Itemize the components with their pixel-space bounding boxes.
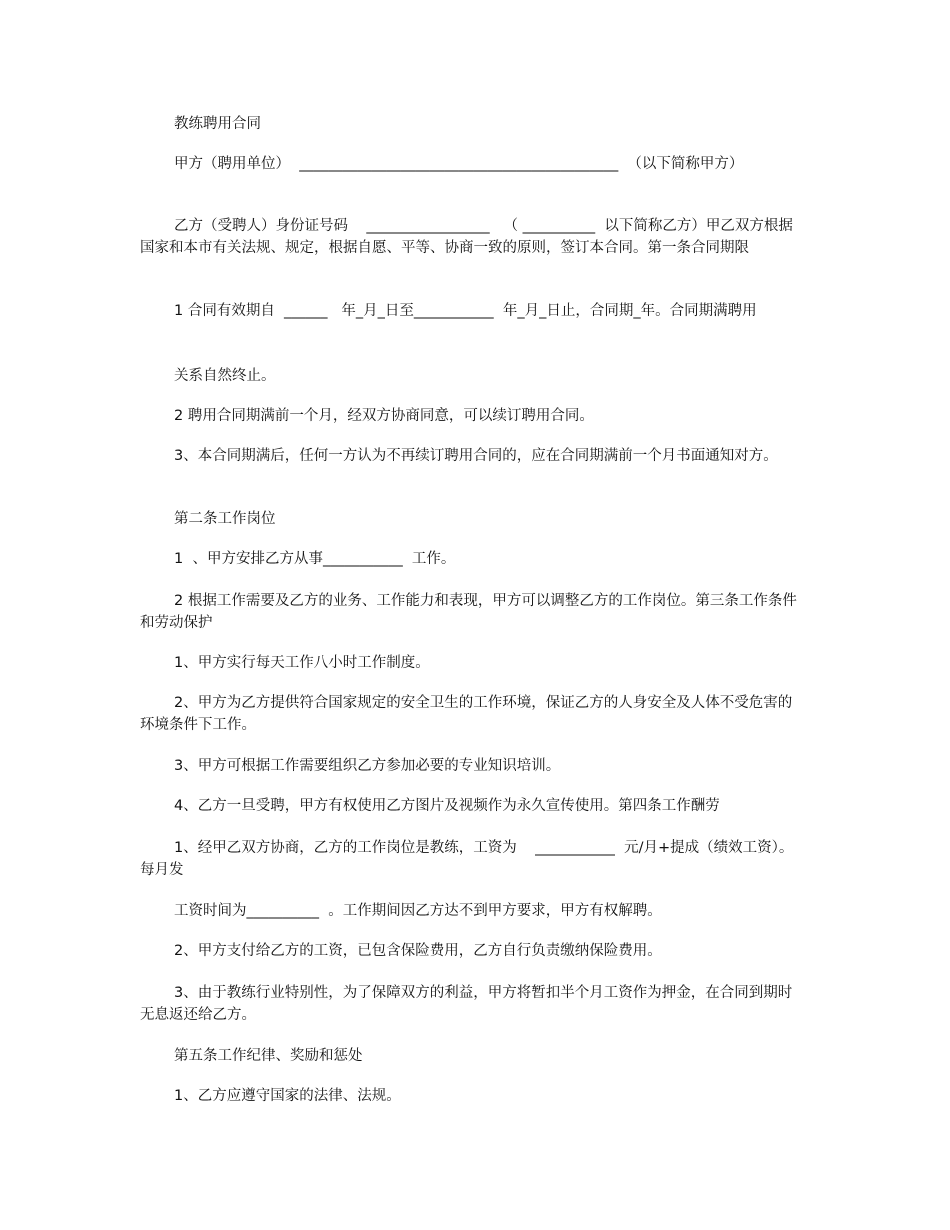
job-adjustment-paragraph: 2 根据工作需要及乙方的业务、工作能力和表现，甲方可以调整乙方的工作岗位。第三条工作条件和劳动保护 [140, 593, 797, 631]
image-rights-paragraph: 4、乙方一旦受聘，甲方有权使用乙方图片及视频作为永久宣传使用。第四条工作酬劳 [174, 798, 720, 814]
document-title: 教练聘用合同 [174, 116, 261, 132]
working-hours-paragraph: 1、甲方实行每天工作八小时工作制度。 [174, 655, 430, 671]
section-heading-discipline: 第五条工作纪律、奖励和惩处 [174, 1048, 363, 1064]
contract-term-paragraph: 1 合同有效期自 ______ 年_月_日至___________ 年_月_日止，合同期_年。合同期满聘用 [174, 303, 757, 319]
party-b-line: 乙方（受聘人）身份证号码 _________________ （ __________ 以下简称乙方）甲乙双方根据国家和本市有关法规、规定，根据自愿、平等、协商一致的原则，签订本合同。第一条合同期限 [140, 218, 793, 256]
deposit-paragraph: 3、由于教练行业特别性，为了保障双方的利益，甲方将暂扣半个月工资作为押金，在合同到期时无息返还给乙方。 [140, 985, 793, 1023]
section-heading-job-position: 第二条工作岗位 [174, 511, 276, 527]
contract-term-end-paragraph: 关系自然终止。 [174, 368, 276, 384]
training-paragraph: 3、甲方可根据工作需要组织乙方参加必要的专业知识培训。 [174, 758, 561, 774]
party-a-line: 甲方（聘用单位） ____________________________________________ （以下简称甲方） [174, 156, 744, 172]
insurance-paragraph: 2、甲方支付给乙方的工资，已包含保险费用，乙方自行负责缴纳保险费用。 [174, 943, 662, 959]
job-assignment-paragraph: 1 、甲方安排乙方从事___________ 工作。 [174, 551, 456, 567]
pay-date-paragraph: 工资时间为__________ 。工作期间因乙方达不到甲方要求，甲方有权解聘。 [174, 903, 662, 919]
law-compliance-paragraph: 1、乙方应遵守国家的法律、法规。 [174, 1088, 401, 1104]
salary-paragraph: 1、经甲乙双方协商，乙方的工作岗位是教练，工资为 ___________ 元/月+提成（绩效工资）。每月发 [140, 840, 794, 878]
expiry-notice-paragraph: 3、本合同期满后，任何一方认为不再续订聘用合同的，应在合同期满前一个月书面通知对方。 [174, 448, 778, 464]
work-environment-paragraph: 2、甲方为乙方提供符合国家规定的安全卫生的工作环境，保证乙方的人身安全及人体不受危害的环境条件下工作。 [140, 695, 793, 733]
renewal-paragraph: 2 聘用合同期满前一个月，经双方协商同意，可以续订聘用合同。 [174, 408, 594, 424]
